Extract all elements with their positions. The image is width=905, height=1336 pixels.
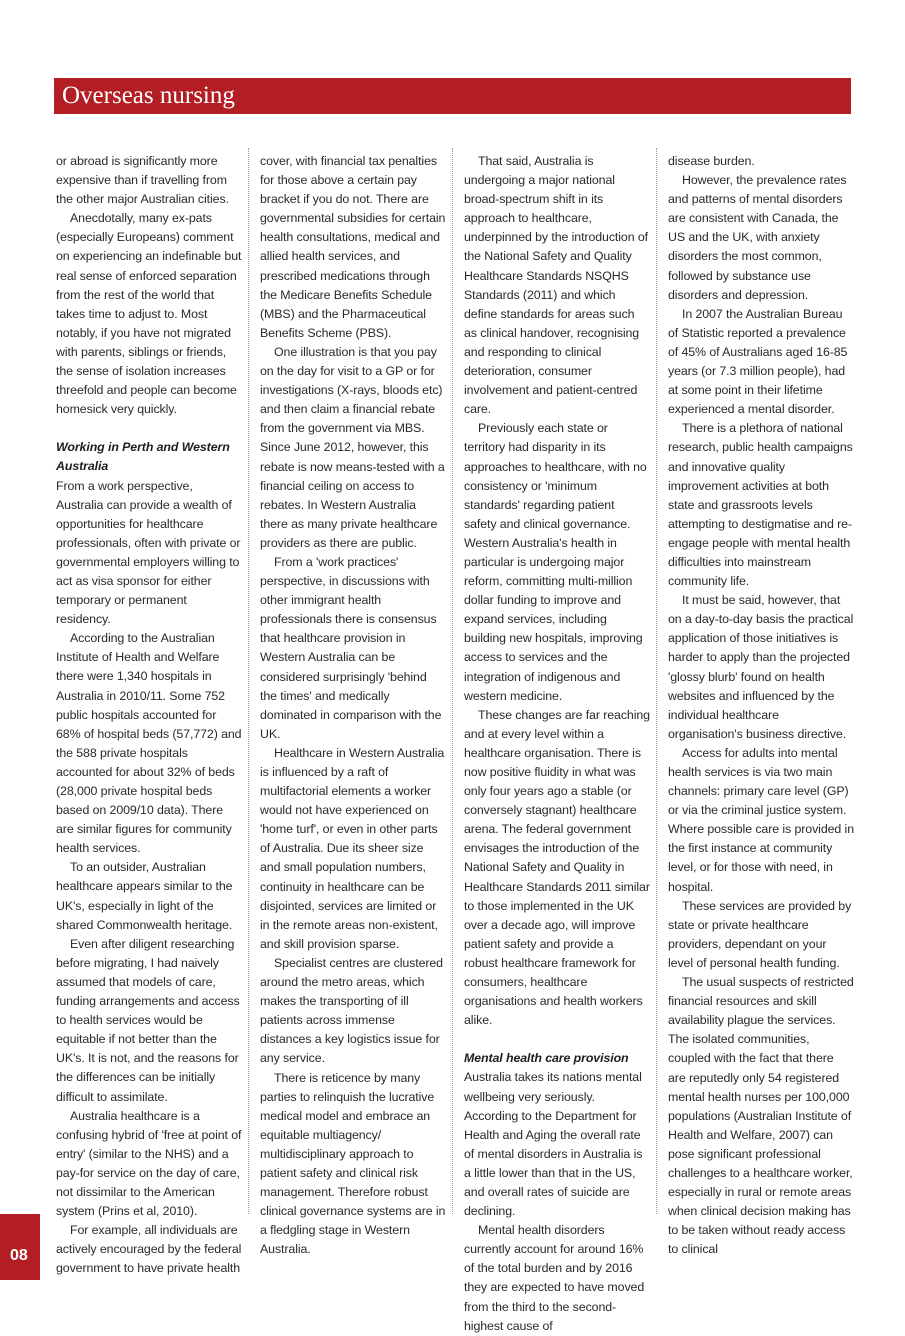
section-heading: Working in Perth and Western Australia	[56, 440, 230, 474]
paragraph: From a work perspective, Australia can provide a wealth of opportunities for healthcare professionals, often with private or governmental employers willing to act as visa sponsor for either temporary or permanent residency.	[56, 478, 241, 627]
paragraph: Healthcare in Western Australia is influenced by a raft of multifactorial elements a worker would not have experienced on 'home turf', or even in other parts of Australia. Due its sheer size and small population numbers, continuity in healthcare can be disjointed, services are limited or in the remote areas non-existent, and skill provision sparse.	[260, 745, 445, 951]
paragraph: That said, Australia is undergoing a major national broad-spectrum shift in its approach to healthcare, underpinned by the introduction of the National Safety and Quality Healthcare Standards NSQHS Standards (2011) and which define standards for areas such as clinical handover, recognising and responding to clinical deterioration, consumer involvement and patient-centred care.	[464, 154, 648, 417]
section-heading: Mental health care provision	[464, 1051, 629, 1066]
column-divider	[656, 148, 657, 1214]
paragraph: However, the prevalence rates and patterns of mental disorders are consistent with Canada, the US and the UK, with anxiety disorders the most common, followed by substance use disorders and depression.	[668, 173, 847, 302]
paragraph: From a 'work practices' perspective, in discussions with other immigrant health professionals there is consensus that healthcare provision in Western Australia can be considered surprisingly 'behind the times' and medically dominated in comparison with the UK.	[260, 554, 442, 741]
paragraph: Specialist centres are clustered around the metro areas, which makes the transporting of ill patients across immense distances a key logistics issue for any service.	[260, 955, 443, 1066]
paragraph: For example, all individuals are actively encouraged by the federal government to have private health	[56, 1223, 242, 1276]
paragraph: disease burden.	[668, 154, 755, 168]
page-number-tab	[0, 1214, 40, 1280]
paragraph: One illustration is that you pay on the day for visit to a GP or for investigations (X-rays, bloods etc) and then claim a financial rebate from the government via MBS. Since June 2012, however, this rebate is now means-tested with a financial ceiling on access to rebates. In Western Australia there as many private healthcare providers as there are public.	[260, 344, 445, 550]
page-number: 08	[10, 1247, 28, 1264]
section-title: Overseas nursing	[62, 82, 235, 109]
paragraph: There is a plethora of national research, public health campaigns and innovative quality improvement activities at both state and grassroots levels attempting to destigmatise and re-engage people with mental health difficulties into mainstream community life.	[668, 421, 853, 589]
article-column-3	[464, 152, 650, 1333]
paragraph: Australia healthcare is a confusing hybrid of 'free at point of entry' (similar to the NHS) and a pay-for service on the day of care, not dissimilar to the American system (Prins et al, 2010).	[56, 1108, 242, 1219]
paragraph: To an outsider, Australian healthcare appears similar to the UK's, especially in light of the shared Commonwealth heritage.	[56, 860, 233, 932]
paragraph: The usual suspects of restricted financial resources and skill availability plague the services. The isolated communities, coupled with the fact that there are reputedly only 54 registered mental health nurses per 100,000 populations (Australian Institute of Health and Welfare, 2007) can pose significant professional challenges to a healthcare worker, especially in rural or remote areas when clinical decision making has to be taken without ready access to clinical	[668, 975, 854, 1257]
paragraph: Even after diligent researching before migrating, I had naively assumed that models of care, funding arrangements and access to health services would be equitable if not better than the UK's. It is not, and the reasons for the differences can be initially difficult to assimilate.	[56, 936, 240, 1104]
paragraph: It must be said, however, that on a day-to-day basis the practical application of those initiatives is harder to apply than the projected 'glossy blurb' found on health websites and influenced by the individual healthcare organisation's business directive.	[668, 593, 854, 741]
paragraph: Mental health disorders currently account for around 16% of the total burden and by 2016 they are expected to have moved from the third to the second-highest cause of	[464, 1223, 645, 1333]
paragraph: There is reticence by many parties to relinquish the lucrative medical model and embrace an equitable multiagency/ multidisciplinary approach to patient safety and clinical risk management. Therefore robust clinical governance systems are in a fledgling stage in Western Australia.	[260, 1070, 446, 1257]
paragraph: Australia takes its nations mental wellbeing very seriously. According to the Department for Health and Aging the overall rate of mental disorders in Australia is a little lower than that in the US, and overall rates of suicide are declining.	[464, 1070, 643, 1219]
paragraph: These changes are far reaching and at every level within a healthcare organisation. There is now positive fluidity in what was only four years ago a stable (or conversely stagnant) healthcare arena. The federal government envisages the introduction of the National Safety and Quality in Healthcare Standards 2011 similar to those implemented in the UK over a decade ago, will improve patient safety and provide a robust healthcare framework for consumers, healthcare organisations and health workers alike.	[464, 707, 650, 1028]
article-column-1	[56, 152, 242, 1276]
paragraph: These services are provided by state or private healthcare providers, dependant on your level of personal health funding.	[668, 898, 852, 970]
paragraph: In 2007 the Australian Bureau of Statistic reported a prevalence of 45% of Australians aged 16-85 years (or 7.3 million people), had at some point in their lifetime experienced a mental disorder.	[668, 306, 848, 417]
paragraph: Previously each state or territory had disparity in its approaches to healthcare, with no consistency or 'minimum standards' regarding patient safety and clinical governance. Western Australia's health in particular is undergoing major reform, committing multi-million dollar funding to improve and expand services, including building new hospitals, improving access to services and the integration of indigenous and western medicine.	[464, 421, 647, 703]
column-divider	[248, 148, 249, 1214]
paragraph: Access for adults into mental health services is via two main channels: primary care level (GP) or via the criminal justice system. Where possible care is provided in the first instance at community level, or for those with need, in hospital.	[668, 745, 854, 894]
paragraph: cover, with financial tax penalties for those above a certain pay bracket if you do not. There are governmental subsidies for certain health consultations, medical and allied health services, and prescribed medications through the Medicare Benefits Schedule (MBS) and the Pharmaceutical Benefits Scheme (PBS).	[260, 154, 446, 340]
section-banner	[54, 78, 851, 114]
paragraph: According to the Australian Institute of Health and Welfare there were 1,340 hospitals in Australia in 2010/11. Some 752 public hospitals accounted for 68% of hospital beds (57,772) and the 588 private hospitals accounted for about 32% of beds (28,000 private hospital beds based on 2009/10 data). There are similar figures for community health services.	[56, 631, 242, 856]
column-divider	[452, 148, 453, 1214]
paragraph: or abroad is significantly more expensive than if travelling from the other major Australian cities.	[56, 154, 229, 207]
paragraph: Anecdotally, many ex-pats (especially Europeans) comment on experiencing an indefinable but real sense of enforced separation from the rest of the world that takes time to adjust to. Most notably, if you have not migrated with parents, siblings or friends, the sense of isolation increases threefold and people can become homesick very quickly.	[56, 211, 242, 417]
article-column-2	[260, 152, 446, 1257]
article-column-4	[668, 152, 854, 1257]
